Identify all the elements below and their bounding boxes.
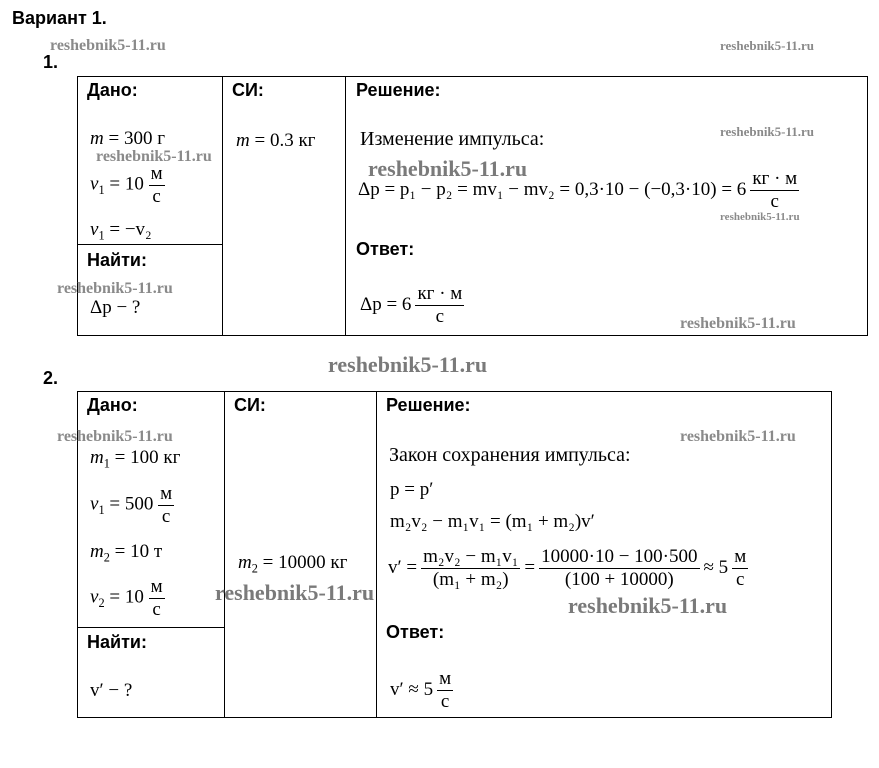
watermark: reshebnik5-11.ru xyxy=(368,156,528,181)
watermark: reshebnik5-11.ru xyxy=(720,211,800,223)
given-velocity-2: $v_2 = 10$ $\frac{м}{с}$ xyxy=(90,576,163,620)
given-header: Дано: xyxy=(87,395,138,415)
watermark: reshebnik5-11.ru xyxy=(680,428,796,445)
solution-formula: Δp = p₁ − p₂ = mv₁ − mv₂ = 0,3·10 − (−0,3·10) = 6 $\frac{кг \cdot м}{с}$ xyxy=(358,168,798,212)
variant-title: Вариант 1. xyxy=(12,8,107,28)
solution-line-1: p = p′ xyxy=(390,479,434,500)
given-mass-2: $m_2 = 10$ т xyxy=(90,541,163,565)
divider xyxy=(222,76,223,335)
watermark: reshebnik5-11.ru xyxy=(57,280,173,297)
watermark: reshebnik5-11.ru xyxy=(568,593,728,618)
solution-heading: Закон сохранения импульса: xyxy=(389,444,631,466)
given-velocity: $v_1 = 10$ $\frac{м}{с}$ xyxy=(90,163,163,207)
watermark: reshebnik5-11.ru xyxy=(215,580,375,605)
si-mass-2: $m_2 = 10000$ кг xyxy=(238,552,348,576)
find-header: Найти: xyxy=(87,632,147,652)
solution-heading: Изменение импульса: xyxy=(360,128,545,150)
watermark: reshebnik5-11.ru xyxy=(720,124,815,139)
answer-header: Ответ: xyxy=(356,239,415,259)
divider xyxy=(77,627,225,628)
divider xyxy=(77,244,223,245)
watermark: reshebnik5-11.ru xyxy=(57,428,173,445)
answer-header: Ответ: xyxy=(386,622,445,642)
divider xyxy=(224,391,225,717)
answer-value: v′ ≈ 5 $\frac{м}{с}$ xyxy=(390,668,452,712)
solution-line-2: m₂v₂ − m₁v₁ = (m₁ + m₂)v′ xyxy=(390,511,595,532)
si-mass: m = 0.3 кг xyxy=(236,130,316,151)
given-mass: m = 300 г xyxy=(90,128,165,149)
watermark: reshebnik5-11.ru xyxy=(96,148,212,165)
given-velocity-1: $v_1 = 500$ $\frac{м}{с}$ xyxy=(90,483,173,527)
given-header: Дано: xyxy=(87,80,138,100)
si-header: СИ: xyxy=(234,395,266,415)
given-mass-1: $m_1 = 100$ кг xyxy=(90,447,181,471)
answer-value: Δp = 6 $\frac{кг \cdot м}{с}$ xyxy=(360,283,463,327)
watermark: reshebnik5-11.ru xyxy=(50,37,166,54)
given-velocity-relation: $v_1 = -v_2$ xyxy=(90,219,152,243)
find-value: Δp − ? xyxy=(90,297,141,318)
find-value: v′ − ? xyxy=(90,680,133,701)
solution-header: Решение: xyxy=(386,395,471,415)
watermark: reshebnik5-11.ru xyxy=(328,352,488,377)
problem-2-number: 2. xyxy=(43,368,59,388)
divider xyxy=(376,391,377,717)
problem-1-number: 1. xyxy=(43,52,59,72)
watermark: reshebnik5-11.ru xyxy=(680,315,796,332)
divider xyxy=(345,76,346,335)
solution-header: Решение: xyxy=(356,80,441,100)
find-header: Найти: xyxy=(87,250,147,270)
solution-line-3: v′ = $\frac{\text{m₂v₂ − m₁v₁}}{\text{(m₁ + m₂)}}$ = $\frac{10000\cdot 10 - 100\cdot 500}{(100 + 10000)}$ ≈ 5 $\frac{м}{с}$ xyxy=(388,546,747,590)
watermark: reshebnik5-11.ru xyxy=(720,38,815,53)
si-header: СИ: xyxy=(232,80,264,100)
